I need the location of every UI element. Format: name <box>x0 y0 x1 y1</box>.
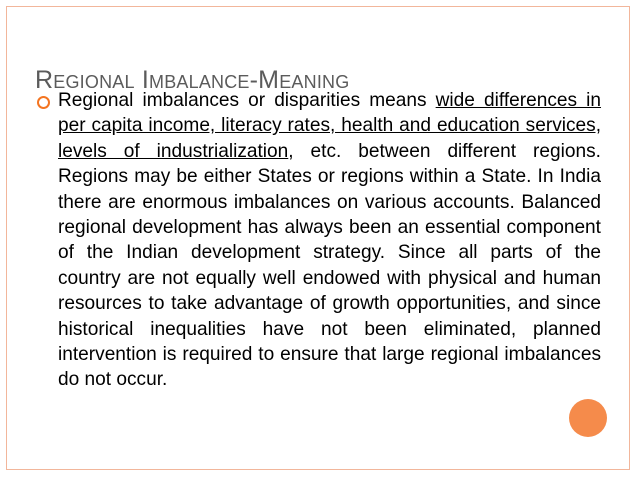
orange-circle-decoration <box>569 399 607 437</box>
bullet-intro-text: Regional imbalances or disparities means <box>58 90 436 111</box>
bullet-paragraph <box>58 88 601 393</box>
title-small-caps: EGIONAL <box>53 72 135 92</box>
title-small-caps: MBALANCE <box>149 72 250 92</box>
bullet-ring-icon <box>37 96 50 109</box>
title-initial: R <box>35 66 54 94</box>
title-small-caps: EANING <box>279 72 350 92</box>
bullet-underlined-text: wide differences in per capita income, literacy rates, health and education services, levels of industrialization <box>58 90 602 162</box>
title-initial: -M <box>249 66 280 94</box>
title-initial: I <box>134 66 149 94</box>
bullet-rest-text: , etc. between different regions. Regions may be either States or regions within a State. In India there are enormous imbalances on various accounts. Balanced regional development has always been an essential component of the Indian development strategy. Since all parts of the country are not equally well endowed with physical and human resources to take advantage of growth opportunities, and since historical inequalities have not been eliminated, planned intervention is required to ensure that large regional imbalances do not occur. <box>58 140 601 391</box>
